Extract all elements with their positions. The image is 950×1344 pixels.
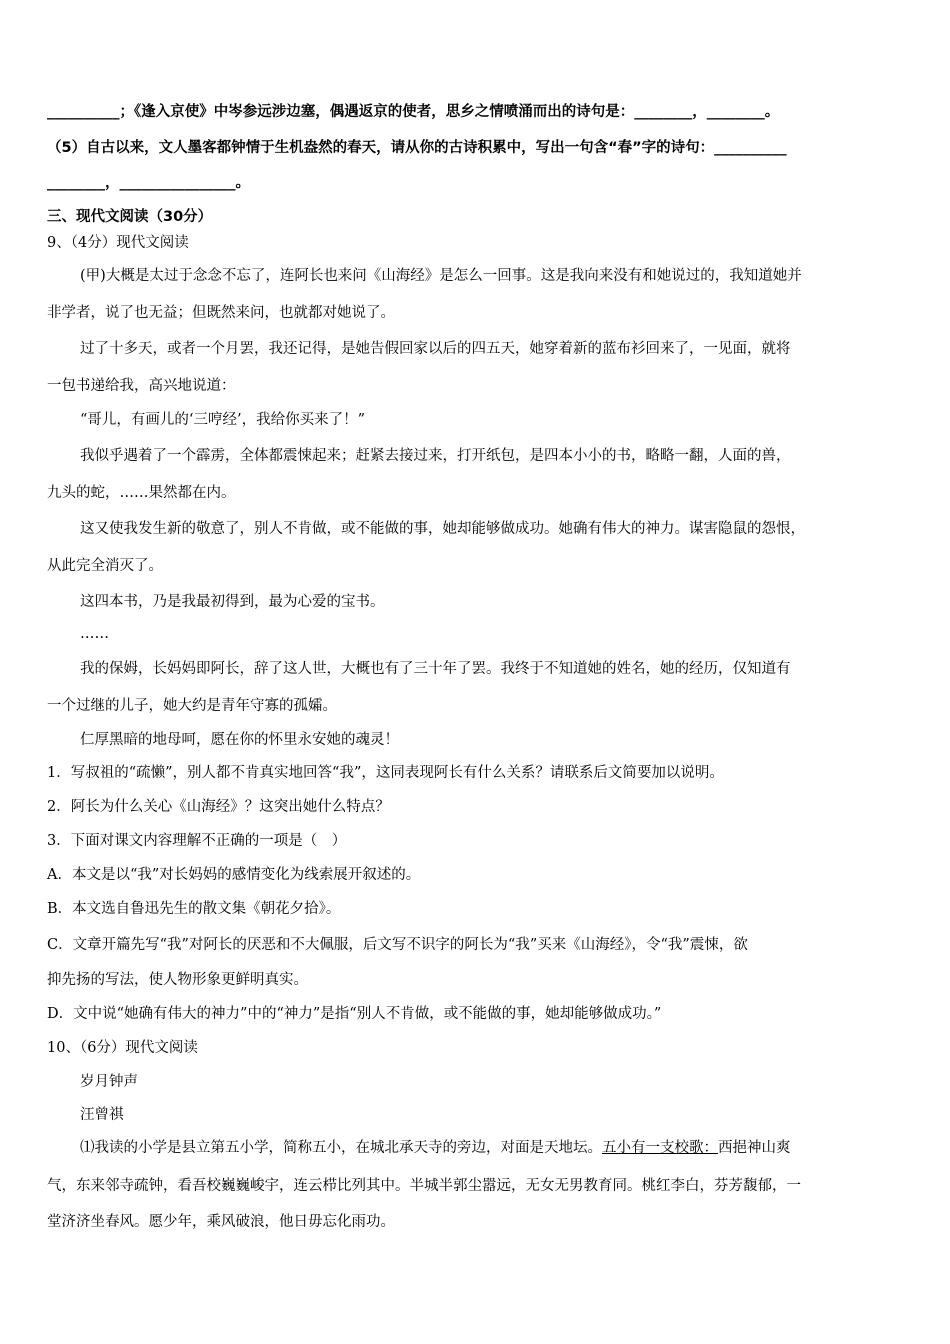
passage-paragraph: 我的保姆，长妈妈即阿长，辞了这人世，大概也有了三十年了罢。我终于不知道她的姓名，她的经历，仅知道有 [80,661,791,677]
passage-paragraph: (甲)大概是太过于念念不忘了，连阿长也来问《山海经》是怎么一回事。这是我向来没有和她说过的，我知道她并 [80,268,802,284]
question-item: 3．下面对课文内容理解不正确的一项是（ ） [47,833,347,849]
passage-paragraph: 堂济济坐春风。愿少年，乘风破浪，他日毋忘化雨功。 [47,1214,395,1230]
passage-paragraph: 我似乎遇着了一个霹雳，全体都震悚起来；赶紧去接过来，打开纸包，是四本小小的书，略略一翻，人面的兽， [80,448,791,464]
q5-prompt: （5）自古以来，文人墨客都钟情于生机盎然的春天，请从你的古诗积累中，写出一句含“春”字的诗句：__________ [47,140,787,156]
q5-answer-line: ________，________________。 [47,175,250,191]
answer-blank[interactable]: __________ [714,140,787,156]
option-b[interactable]: B．本文选自鲁迅先生的散文集《朝花夕拾》。 [47,901,341,917]
question-item: 2．阿长为什么关心《山海经》？这突出她什么特点？ [47,799,390,815]
article-title: 岁月钟声 [80,1074,138,1090]
passage-paragraph: 仁厚黑暗的地母呵，愿在你的怀里永安她的魂灵！ [80,732,399,748]
passage-paragraph: 一个过继的儿子，她大约是青年守寡的孤孀。 [47,698,337,714]
passage-paragraph: 一包书递给我，高兴地说道： [47,378,236,394]
underlined-phrase: 五小有一支校歌： [602,1140,718,1156]
q9-heading: 9、（4分）现代文阅读 [47,235,189,251]
passage-ellipsis: …… [80,626,109,642]
answer-blank[interactable]: ________ [706,104,765,120]
option-c-continued: 抑先扬的写法，使人物形象更鲜明真实。 [47,972,308,988]
answer-blank[interactable]: __________ [47,104,120,120]
article-author: 汪曾祺 [80,1107,124,1123]
answer-blank[interactable]: ________ [47,175,105,191]
section-heading: 三、现代文阅读（30分） [47,209,213,225]
passage-paragraph: 非学者，说了也无益；但既然来问，也就都对她说了。 [47,305,395,321]
option-c[interactable]: C．文章开篇先写“我”对阿长的厌恶和不大佩服，后文写不识字的阿长为“我”买来《山海经》，令“我”震悚，欲 [47,937,748,953]
q10-heading: 10、（6分）现代文阅读 [47,1040,198,1056]
option-a[interactable]: A．本文是以“我”对长妈妈的感情变化为线索展开叙述的。 [47,867,421,883]
passage-paragraph: 过了十多天，或者一个月罢，我还记得，是她告假回家以后的四五天，她穿着新的蓝布衫回来了，一见面，就将 [80,341,791,357]
passage-paragraph: 气，东来邻寺疏钟，看吾校巍巍峻宇，连云栉比列其中。半城半郭尘嚣远，无女无男教育同。桃红李白，芬芳馥郁，一 [47,1178,801,1194]
q4-poem-line: __________；《逢入京使》中岑参远涉边塞，偶遇返京的使者，思乡之情喷涌而出的诗句是：________，________。 [47,104,780,120]
passage-paragraph: 九头的蛇，……果然都在内。 [47,485,236,501]
passage-paragraph: 这又使我发生新的敬意了，别人不肯做，或不能做的事，她却能够做成功。她确有伟大的神力。谋害隐鼠的怨恨， [80,521,805,537]
question-item: 1．写叔祖的“疏懒”，别人都不肯真实地回答“我”，这同表现阿长有什么关系？请联系后文简要加以说明。 [47,765,724,781]
passage-paragraph: 这四本书，乃是我最初得到，最为心爱的宝书。 [80,594,385,610]
passage-paragraph: 从此完全消灭了。 [47,558,163,574]
option-d[interactable]: D．文中说“她确有伟大的神力”中的“神力”是指“别人不肯做，或不能做的事，她却能够做成功。” [47,1006,662,1022]
answer-blank[interactable]: ________ [634,104,693,120]
passage-paragraph: ⑴我读的小学是县立第五小学，简称五小，在城北承天寺的旁边，对面是天地坛。五小有一支校歌：西挹神山爽 [80,1140,791,1156]
passage-paragraph: “哥儿，有画儿的‘三哼经’，我给你买来了！” [80,412,366,428]
answer-blank[interactable]: ________________ [119,175,236,191]
